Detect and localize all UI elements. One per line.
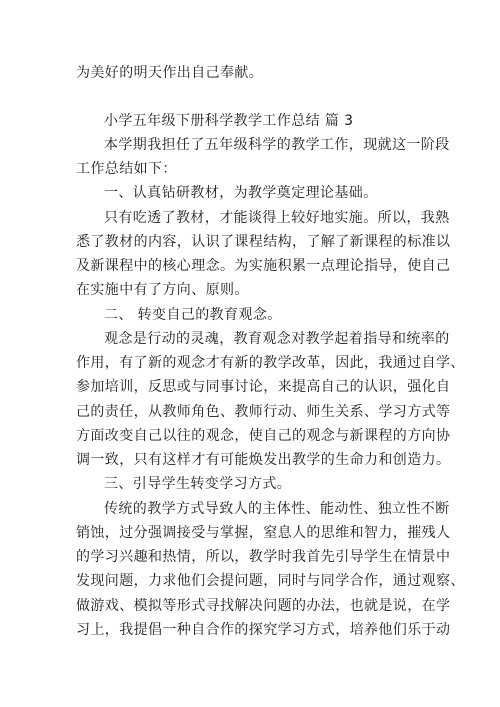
heading-line: 二、 转变自己的教育观念。 bbox=[104, 307, 282, 323]
paragraph-line: 做游戏、模拟等形式寻找解决问题的办法，也就是说，在学 bbox=[76, 598, 451, 614]
paragraph-line: 参加培训，反思或与同事讨论，来提高自己的认识，强化自 bbox=[76, 379, 451, 395]
paragraph-line: 只有吃透了教材，才能谈得上较好地实施。所以，我熟 bbox=[104, 210, 450, 226]
paragraph-line: 本学期我担任了五年级科学的教学工作，现就这一阶段 bbox=[104, 137, 450, 153]
paragraph-line: 工作总结如下： bbox=[76, 161, 177, 177]
paragraph-line: 的学习兴趣和热情，所以，教学时我首先引导学生在情景中 bbox=[76, 549, 451, 565]
paragraph-line: 己的责任，从教师角色、教师行动、师生关系、学习方式等 bbox=[76, 404, 451, 420]
paragraph-line: 传统的教学方式导致人的主体性、能动性、独立性不断 bbox=[104, 501, 450, 517]
paragraph-line: 销蚀，过分强调接受与掌握，窒息人的思维和智力，摧残人 bbox=[76, 525, 451, 541]
paragraph-line: 方面改变自己以往的观念，使自己的观念与新课程的方向协 bbox=[76, 428, 451, 444]
paragraph-line: 在实施中有了方向、原则。 bbox=[76, 282, 249, 298]
paragraph-line: 及新课程中的核心理念。为实施积累一点理论指导，使自己 bbox=[76, 258, 451, 274]
heading-line: 一、认真钻研教材，为教学奠定理论基础。 bbox=[104, 185, 378, 201]
section-title: 小学五年级下册科学教学工作总结 篇 3 bbox=[104, 113, 354, 129]
paragraph-line: 调一致，只有这样才有可能焕发出教学的生命力和创造力。 bbox=[76, 452, 451, 468]
paragraph-line: 观念是行动的灵魂，教育观念对教学起着指导和统率的 bbox=[104, 331, 450, 347]
paragraph-line: 悉了教材的内容，认识了课程结构，了解了新课程的标准以 bbox=[76, 234, 451, 250]
heading-line: 三、引导学生转变学习方式。 bbox=[104, 476, 292, 492]
paragraph-line: 习上，我提倡一种自合作的探究学习方式，培养他们乐于动 bbox=[76, 622, 451, 638]
paragraph-line: 作用，有了新的观念才有新的教学改革，因此，我通过自学、 bbox=[76, 355, 465, 371]
paragraph-line: 发现问题，力求他们会提问题，同时与同学合作，通过观察、 bbox=[76, 573, 465, 589]
opening-line: 为美好的明天作出自己奉献。 bbox=[76, 65, 264, 81]
